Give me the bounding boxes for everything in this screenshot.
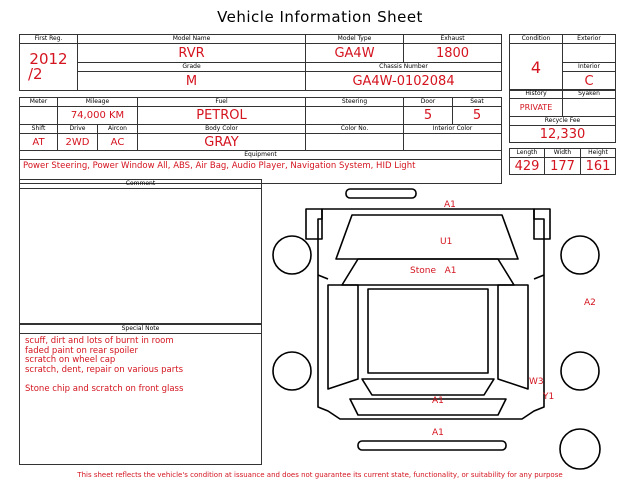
left-side-panel: [328, 285, 358, 389]
first-reg-year: 2012: [29, 50, 68, 68]
height-label: Height: [581, 149, 616, 158]
exhaust-label: Exhaust: [404, 35, 502, 44]
wheel-rear-right: [561, 352, 599, 390]
mark-front-bumper: A1: [444, 200, 456, 210]
vehicle-diagram: [262, 179, 620, 471]
color-no-value: [306, 134, 404, 151]
model-name-label: Model Name: [78, 35, 306, 44]
wheel-front-right: [561, 236, 599, 274]
special-note-item: faded paint on rear spoiler: [25, 345, 139, 356]
rear-door-outline: [350, 399, 506, 415]
shift-value: AT: [20, 134, 58, 151]
interior-color-label: Interior Color: [404, 125, 502, 134]
fuel-label: Fuel: [138, 98, 306, 107]
syaken-label: Syaken: [563, 90, 616, 99]
door-label: Door: [404, 98, 453, 107]
vehicle-info-table: [19, 34, 502, 184]
interior-value: C: [563, 72, 616, 91]
rear-bumper-outline: [358, 441, 506, 450]
aircon-label: Aircon: [98, 125, 138, 134]
comment-box: [19, 179, 262, 324]
disclaimer-footer: This sheet reflects the vehicle's condition at issuance and does not guarantee its current state, functionality, or suitability for any purpose: [77, 471, 563, 479]
width-label: Width: [545, 149, 581, 158]
hood-outline: [336, 215, 518, 259]
right-mirror: [534, 275, 544, 279]
front-right-corner: [534, 209, 550, 239]
length-value: 429: [510, 158, 545, 175]
row-spacer: [20, 91, 502, 98]
condition-label: Condition: [510, 35, 563, 44]
height-value: 161: [581, 158, 616, 175]
right-side-panel: [498, 285, 528, 389]
roof-outline: [368, 289, 488, 373]
aircon-value: AC: [98, 134, 138, 151]
history-table: [509, 89, 616, 143]
left-mirror: [318, 275, 328, 279]
body-color-label: Body Color: [138, 125, 306, 134]
mark-right-side: A2: [584, 298, 596, 308]
first-reg-month: /2: [28, 65, 43, 83]
special-note-item: Stone chip and scratch on front glass: [25, 383, 184, 394]
special-note-item: scratch, dent, repair on various parts: [25, 364, 184, 375]
drive-value: 2WD: [58, 134, 98, 151]
mark-windshield: Stone A1: [410, 266, 457, 276]
rear-window-outline: [362, 379, 494, 395]
front-left-corner: [306, 209, 322, 239]
model-name-value: RVR: [78, 44, 306, 63]
sheet-title: Vehicle Information Sheet: [217, 8, 423, 26]
spare-wheel: [560, 429, 600, 469]
chassis-number-label: Chassis Number: [306, 63, 502, 72]
first-reg-label: First Reg.: [20, 35, 78, 44]
length-label: Length: [510, 149, 545, 158]
special-note-list: [20, 334, 261, 397]
body-outline: [318, 209, 544, 419]
mark-rear-door: A1: [432, 396, 444, 406]
grade-label: Grade: [78, 63, 306, 72]
special-note-box: [19, 324, 262, 465]
interior-label: Interior: [563, 63, 616, 72]
comment-label: Comment: [20, 180, 261, 189]
exhaust-value: 1800: [404, 44, 502, 63]
grade-value: M: [78, 72, 306, 91]
special-note-label: Special Note: [20, 325, 261, 334]
history-label: History: [510, 90, 563, 99]
width-value: 177: [545, 158, 581, 175]
equipment-value: Power Steering, Power Window All, ABS, Air Bag, Audio Player, Navigation System, HID Light: [20, 160, 502, 184]
special-note-item: scuff, dirt and lots of burnt in room: [25, 336, 174, 346]
shift-label: Shift: [20, 125, 58, 134]
condition-table: [509, 34, 616, 91]
exterior-value: [563, 44, 616, 63]
mark-rear-corner: Y1: [543, 392, 555, 402]
interior-color-value: [404, 134, 502, 151]
door-value: 5: [404, 107, 453, 125]
wheel-rear-left: [273, 352, 311, 390]
seat-label: Seat: [453, 98, 502, 107]
chassis-number-value: GA4W-0102084: [306, 72, 502, 91]
mileage-label: Mileage: [58, 98, 138, 107]
special-note-item: scratch on wheel cap: [25, 355, 116, 365]
first-reg-value: [20, 44, 78, 91]
drive-label: Drive: [58, 125, 98, 134]
body-color-value: GRAY: [138, 134, 306, 151]
steering-label: Steering: [306, 98, 404, 107]
mark-rear-bumper: A1: [432, 428, 444, 438]
steering-value: [306, 107, 404, 125]
recycle-fee-label: Recycle Fee: [510, 117, 616, 126]
mark-rear-wheel: W3: [529, 377, 544, 387]
color-no-label: Color No.: [306, 125, 404, 134]
model-type-label: Model Type: [306, 35, 404, 44]
wheel-front-left: [273, 236, 311, 274]
recycle-fee-value: 12,330: [510, 126, 616, 143]
equipment-label: Equipment: [20, 151, 502, 160]
dimensions-table: [509, 148, 616, 175]
seat-value: 5: [453, 107, 502, 125]
condition-value: 4: [510, 44, 563, 91]
meter-label: Meter: [20, 98, 58, 107]
syaken-value: [563, 99, 616, 117]
history-value: PRIVATE: [510, 99, 563, 117]
front-bumper-outline: [346, 189, 416, 198]
model-type-value: GA4W: [306, 44, 404, 63]
mileage-value: 74,000 KM: [58, 107, 138, 125]
fuel-value: PETROL: [138, 107, 306, 125]
mark-hood: U1: [440, 237, 453, 247]
exterior-label: Exterior: [563, 35, 616, 44]
meter-value: [20, 107, 58, 125]
